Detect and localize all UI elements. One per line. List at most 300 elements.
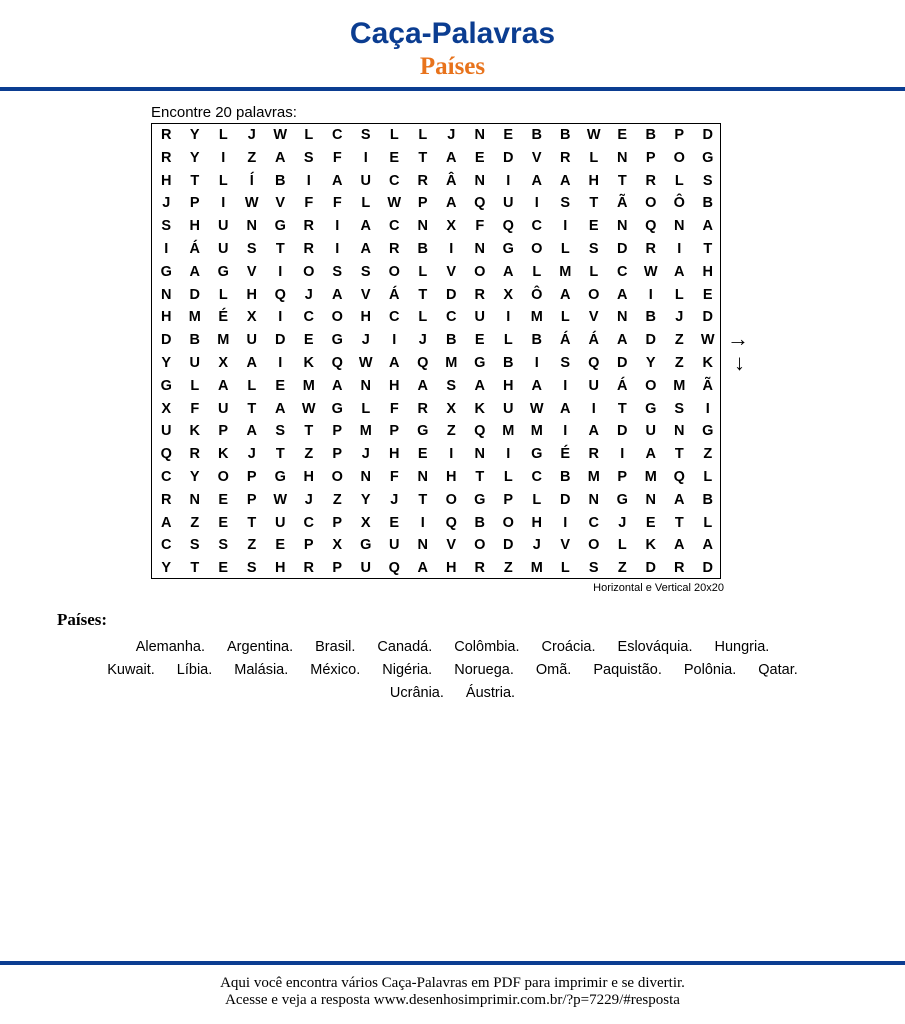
grid-letter: P bbox=[389, 423, 400, 440]
grid-letter: H bbox=[303, 469, 314, 485]
grid-letter: M bbox=[673, 377, 686, 394]
grid-letter: T bbox=[190, 560, 200, 577]
word-item: Eslováquia. bbox=[617, 639, 693, 655]
grid-letter: R bbox=[645, 241, 656, 257]
grid-letter: Z bbox=[446, 423, 456, 440]
grid-letter: A bbox=[588, 423, 599, 440]
grid-letter: O bbox=[474, 537, 486, 554]
grid-letter: Q bbox=[673, 469, 685, 485]
grid-letter: D bbox=[617, 241, 628, 257]
grid-letter: D bbox=[645, 560, 656, 577]
grid-letter: A bbox=[446, 149, 457, 166]
word-item: Colômbia. bbox=[454, 639, 520, 655]
grid-letter: V bbox=[446, 537, 457, 554]
grid-letter: Ã bbox=[617, 195, 628, 212]
grid-letter: Q bbox=[274, 286, 286, 303]
grid-letter: G bbox=[360, 537, 372, 554]
grid-letter: I bbox=[648, 286, 653, 303]
grid-letter: A bbox=[702, 537, 713, 554]
grid-letter: L bbox=[503, 469, 513, 485]
grid-letter: I bbox=[221, 195, 226, 212]
grid-letter: E bbox=[617, 127, 628, 143]
grid-letter: O bbox=[588, 537, 600, 554]
grid-letter: P bbox=[332, 446, 343, 463]
grid-letter: U bbox=[389, 537, 400, 554]
grid-letter: N bbox=[617, 149, 628, 166]
bottom-divider bbox=[0, 961, 905, 965]
grid-letter: S bbox=[360, 263, 371, 280]
grid-letter: G bbox=[160, 377, 172, 394]
grid-letter: T bbox=[418, 491, 428, 508]
grid-letter: W bbox=[643, 263, 658, 280]
grid-letter: U bbox=[360, 172, 371, 189]
grid-letter: T bbox=[190, 172, 200, 189]
grid-letter: O bbox=[445, 491, 457, 508]
grid-letter: D bbox=[702, 560, 713, 577]
grid-letter: C bbox=[531, 469, 542, 485]
word-item: Croácia. bbox=[541, 639, 596, 655]
grid-letter: B bbox=[189, 332, 200, 349]
grid-letter: B bbox=[275, 172, 286, 189]
grid-letter: P bbox=[246, 491, 257, 508]
footer-line-2: Acesse e veja a resposta www.desenhosimprimir.com.br/?p=7229/#resposta bbox=[225, 992, 680, 1008]
grid-letter: E bbox=[474, 332, 485, 349]
grid-letter: T bbox=[247, 514, 257, 531]
grid-letter: E bbox=[275, 537, 286, 554]
grid-letter: P bbox=[645, 149, 656, 166]
grid-letter: R bbox=[303, 218, 314, 235]
grid-letter: S bbox=[588, 241, 599, 257]
grid-letter: W bbox=[387, 195, 402, 212]
grid-letter: E bbox=[702, 286, 713, 303]
grid-letter: O bbox=[502, 514, 514, 531]
grid-letter: P bbox=[303, 537, 314, 554]
grid-letter: X bbox=[360, 514, 371, 531]
grid-letter: Q bbox=[417, 355, 429, 371]
grid-letter: T bbox=[674, 446, 684, 463]
grid-letter: H bbox=[275, 560, 286, 577]
grid-letter: B bbox=[645, 309, 656, 326]
grid-letter: Q bbox=[331, 355, 343, 371]
grid-letter: J bbox=[675, 309, 684, 326]
grid-letter: M bbox=[530, 560, 543, 577]
grid-letter: L bbox=[532, 263, 542, 280]
grid-letter: T bbox=[674, 514, 684, 531]
grid-letter: X bbox=[446, 400, 457, 417]
grid-letter: I bbox=[563, 377, 568, 394]
grid-letter: B bbox=[446, 332, 457, 349]
word-item: Argentina. bbox=[227, 639, 294, 655]
grid-letter: G bbox=[274, 469, 286, 485]
grid-letter: G bbox=[160, 263, 172, 280]
grid-letter: Z bbox=[674, 332, 684, 349]
grid-letter: U bbox=[503, 400, 514, 417]
grid-letter: A bbox=[674, 263, 685, 280]
grid-letter: W bbox=[529, 400, 544, 417]
grid-letter: J bbox=[247, 446, 256, 463]
grid-letter: S bbox=[588, 560, 599, 577]
grid-letter: U bbox=[474, 309, 485, 326]
grid-letter: O bbox=[303, 263, 315, 280]
grid-letter: U bbox=[360, 560, 371, 577]
word-item: Hungria. bbox=[714, 639, 770, 655]
grid-letter: R bbox=[588, 446, 599, 463]
grid-letter: C bbox=[161, 469, 172, 485]
grid-letter: J bbox=[361, 446, 370, 463]
grid-letter: C bbox=[588, 514, 599, 531]
arrow-right-icon: → bbox=[727, 326, 749, 351]
grid-letter: I bbox=[563, 218, 568, 235]
word-item: Omã. bbox=[535, 662, 572, 678]
grid-letter: H bbox=[702, 263, 713, 280]
grid-letter: L bbox=[389, 127, 399, 143]
grid-letter: T bbox=[418, 286, 428, 303]
grid-letter: A bbox=[560, 172, 571, 189]
grid-letter: W bbox=[301, 400, 316, 417]
grid-letter: X bbox=[246, 309, 257, 326]
grid-letter: Á bbox=[389, 286, 400, 303]
grid-letter: C bbox=[161, 537, 172, 554]
grid-letter: X bbox=[332, 537, 343, 554]
grid-letter: V bbox=[560, 537, 571, 554]
grid-letter: L bbox=[218, 172, 228, 189]
grid-letter: U bbox=[218, 400, 229, 417]
grid-letter: F bbox=[332, 149, 342, 166]
grid-letter: I bbox=[506, 309, 511, 326]
grid-letter: T bbox=[275, 241, 285, 257]
grid-letter: F bbox=[332, 195, 342, 212]
grid-letter: N bbox=[360, 377, 371, 394]
grid-letter: E bbox=[218, 560, 229, 577]
grid-letter: K bbox=[303, 355, 314, 371]
grid-letter: M bbox=[217, 332, 230, 349]
grid-letter: H bbox=[446, 469, 457, 485]
grid-letter: N bbox=[474, 241, 485, 257]
grid-letter: A bbox=[474, 377, 485, 394]
word-item: Canadá. bbox=[377, 639, 433, 655]
word-item: Nigéria. bbox=[382, 662, 433, 678]
grid-letter: A bbox=[189, 263, 200, 280]
grid-letter: U bbox=[161, 423, 172, 440]
grid-letter: H bbox=[503, 377, 514, 394]
grid-letter: Q bbox=[502, 218, 514, 235]
grid-letter: H bbox=[389, 377, 400, 394]
word-list-heading: Países: bbox=[57, 610, 108, 629]
grid-letter: N bbox=[246, 218, 257, 235]
grid-letter: Z bbox=[304, 446, 314, 463]
puzzle-instruction: Encontre 20 palavras: bbox=[151, 104, 297, 121]
grid-letter: O bbox=[645, 377, 657, 394]
grid-letter: I bbox=[534, 355, 539, 371]
grid-letter: E bbox=[275, 377, 286, 394]
grid-letter: M bbox=[188, 309, 201, 326]
grid-letter: M bbox=[587, 469, 600, 485]
grid-letter: A bbox=[360, 241, 371, 257]
grid-letter: N bbox=[645, 491, 656, 508]
word-item: Malásia. bbox=[234, 662, 289, 678]
grid-letter: N bbox=[161, 286, 172, 303]
grid-letter: I bbox=[335, 218, 340, 235]
grid-letter: E bbox=[389, 149, 400, 166]
grid-letter: R bbox=[417, 400, 428, 417]
grid-letter: B bbox=[503, 355, 514, 371]
grid-letter: W bbox=[244, 195, 259, 212]
grid-letter: L bbox=[190, 377, 200, 394]
grid-letter: Á bbox=[560, 332, 571, 349]
grid-letter: N bbox=[474, 446, 485, 463]
grid-letter: M bbox=[445, 355, 458, 371]
grid-letter: Q bbox=[160, 446, 172, 463]
grid-letter: C bbox=[389, 309, 400, 326]
grid-letter: O bbox=[673, 149, 685, 166]
grid-letter: K bbox=[474, 400, 485, 417]
grid-letter: N bbox=[474, 172, 485, 189]
grid-letter: D bbox=[560, 491, 571, 508]
grid-letter: R bbox=[161, 127, 172, 143]
grid-letter: Z bbox=[247, 537, 257, 554]
grid-letter: O bbox=[645, 195, 657, 212]
grid-letter: I bbox=[420, 514, 425, 531]
grid-letter: L bbox=[589, 149, 599, 166]
grid-letter: N bbox=[189, 491, 200, 508]
grid-letter: N bbox=[474, 127, 485, 143]
grid-letter: H bbox=[161, 172, 172, 189]
grid-letter: O bbox=[474, 263, 486, 280]
grid-letter: L bbox=[361, 195, 371, 212]
grid-letter: I bbox=[506, 446, 511, 463]
grid-letter: U bbox=[218, 218, 229, 235]
grid-letter: L bbox=[617, 537, 627, 554]
grid-letter: A bbox=[617, 286, 628, 303]
grid-letter: I bbox=[677, 241, 682, 257]
grid-letter: R bbox=[474, 560, 485, 577]
grid-letter: L bbox=[560, 309, 570, 326]
grid-letter: O bbox=[217, 469, 229, 485]
grid-letter: A bbox=[446, 195, 457, 212]
grid-letter: T bbox=[418, 149, 428, 166]
grid-letter: A bbox=[275, 400, 286, 417]
grid-letter: X bbox=[161, 400, 172, 417]
grid-letter: F bbox=[304, 195, 314, 212]
arrow-down-icon: ↓ bbox=[734, 350, 745, 375]
grid-letter: A bbox=[674, 491, 685, 508]
grid-letter: G bbox=[531, 446, 543, 463]
grid-letter: E bbox=[588, 218, 599, 235]
grid-letter: G bbox=[702, 149, 714, 166]
grid-letter: R bbox=[161, 491, 172, 508]
grid-letter: Y bbox=[189, 127, 200, 143]
grid-letter: B bbox=[531, 127, 542, 143]
word-item: Líbia. bbox=[176, 662, 213, 678]
grid-letter: I bbox=[278, 309, 283, 326]
grid-letter: P bbox=[617, 469, 628, 485]
grid-letter: N bbox=[360, 469, 371, 485]
grid-letter: H bbox=[389, 446, 400, 463]
grid-letter: R bbox=[161, 149, 172, 166]
grid-letter: J bbox=[447, 127, 456, 143]
grid-letter: S bbox=[360, 127, 371, 143]
grid-letter: N bbox=[674, 218, 685, 235]
grid-letter: O bbox=[388, 263, 400, 280]
grid-letter: G bbox=[217, 263, 229, 280]
page-title: Caça-Palavras bbox=[349, 17, 556, 50]
grid-letter: E bbox=[218, 514, 229, 531]
word-item: Noruega. bbox=[454, 662, 514, 678]
page-subtitle: Países bbox=[419, 53, 486, 80]
grid-letter: L bbox=[418, 263, 428, 280]
grid-letter: E bbox=[389, 514, 400, 531]
grid-letter: A bbox=[645, 446, 656, 463]
grid-letter: D bbox=[702, 127, 713, 143]
grid-letter: T bbox=[275, 446, 285, 463]
grid-letter: C bbox=[332, 127, 343, 143]
grid-letter: C bbox=[389, 218, 400, 235]
grid-letter: V bbox=[588, 309, 599, 326]
grid-letter: T bbox=[589, 195, 599, 212]
word-list bbox=[30, 636, 875, 705]
grid-letter: A bbox=[332, 286, 343, 303]
grid-letter: T bbox=[304, 423, 314, 440]
grid-letter: G bbox=[274, 218, 286, 235]
word-item: Alemanha. bbox=[135, 639, 206, 655]
grid-letter: É bbox=[218, 309, 229, 326]
grid-letter: J bbox=[618, 514, 627, 531]
grid-letter: S bbox=[275, 423, 286, 440]
grid-letter: C bbox=[303, 309, 314, 326]
grid-letter: O bbox=[331, 309, 343, 326]
grid-letter: A bbox=[332, 172, 343, 189]
grid-letter: J bbox=[361, 332, 370, 349]
grid-letter: R bbox=[674, 560, 685, 577]
grid-letter: Q bbox=[388, 560, 400, 577]
grid-letter: Ã bbox=[702, 377, 713, 394]
grid-letter: S bbox=[332, 263, 343, 280]
grid-letter: Q bbox=[588, 355, 600, 371]
grid-letter: A bbox=[332, 377, 343, 394]
grid-letter: L bbox=[703, 469, 713, 485]
grid-letter: L bbox=[674, 286, 684, 303]
grid-letter: D bbox=[645, 332, 656, 349]
grid-letter: Y bbox=[161, 560, 172, 577]
grid-letter: Ô bbox=[531, 286, 543, 303]
grid-letter: U bbox=[189, 355, 200, 371]
grid-letter: U bbox=[503, 195, 514, 212]
grid-letter: L bbox=[532, 491, 542, 508]
grid-letter: X bbox=[503, 286, 514, 303]
word-item: Polônia. bbox=[683, 662, 737, 678]
grid-letter: D bbox=[446, 286, 457, 303]
grid-letter: P bbox=[189, 195, 200, 212]
grid-letter: I bbox=[563, 514, 568, 531]
grid-letter: L bbox=[418, 309, 428, 326]
grid-letter: O bbox=[588, 286, 600, 303]
grid-letter: L bbox=[218, 127, 228, 143]
grid-letter: U bbox=[218, 241, 229, 257]
grid-letter: F bbox=[389, 469, 399, 485]
grid-letter: F bbox=[389, 400, 399, 417]
grid-letter: I bbox=[335, 241, 340, 257]
grid-letter: R bbox=[303, 241, 314, 257]
grid-letter: A bbox=[702, 218, 713, 235]
footer bbox=[0, 975, 905, 1009]
grid-letter: S bbox=[560, 195, 571, 212]
grid-letter: J bbox=[304, 491, 313, 508]
grid-letter: J bbox=[162, 195, 171, 212]
grid-letter: L bbox=[503, 332, 513, 349]
grid-letter: G bbox=[417, 423, 429, 440]
grid-letter: K bbox=[189, 423, 200, 440]
grid-letter: W bbox=[273, 491, 288, 508]
grid-letter: Â bbox=[446, 172, 457, 189]
grid-letter: H bbox=[189, 218, 200, 235]
grid-letter: U bbox=[645, 423, 656, 440]
grid-letter: A bbox=[674, 537, 685, 554]
grid-letter: P bbox=[332, 423, 343, 440]
grid-letter: B bbox=[560, 127, 571, 143]
grid-letter: E bbox=[303, 332, 314, 349]
grid-letter: Y bbox=[645, 355, 656, 371]
grid-letter: Y bbox=[360, 491, 371, 508]
grid-letter: A bbox=[360, 218, 371, 235]
grid-letter: L bbox=[703, 514, 713, 531]
grid-letter: S bbox=[446, 377, 457, 394]
grid-letter: E bbox=[417, 446, 428, 463]
grid-letter: P bbox=[417, 195, 428, 212]
grid-letter: G bbox=[616, 491, 628, 508]
word-item: Kuwait. bbox=[107, 662, 155, 678]
grid-letter: C bbox=[389, 172, 400, 189]
grid-letter: B bbox=[560, 469, 571, 485]
grid-letter: V bbox=[246, 263, 257, 280]
grid-letter: K bbox=[218, 446, 229, 463]
grid-letter: I bbox=[620, 446, 625, 463]
word-item: México. bbox=[310, 662, 361, 678]
grid-letter: N bbox=[617, 218, 628, 235]
grid-letter: Y bbox=[189, 469, 200, 485]
grid-letter: Q bbox=[474, 423, 486, 440]
grid-letter: Á bbox=[588, 332, 599, 349]
grid-letter: S bbox=[161, 218, 172, 235]
grid-letter: P bbox=[503, 491, 514, 508]
grid-letter: N bbox=[417, 537, 428, 554]
grid-letter: M bbox=[559, 263, 572, 280]
grid-letter: Á bbox=[189, 241, 200, 257]
grid-letter: H bbox=[446, 560, 457, 577]
grid-letter: Q bbox=[474, 195, 486, 212]
grid-letter: J bbox=[247, 127, 256, 143]
grid-letter: L bbox=[560, 560, 570, 577]
grid-letter: X bbox=[446, 218, 457, 235]
grid-letter: Y bbox=[189, 149, 200, 166]
grid-letter: S bbox=[246, 560, 257, 577]
grid-letter: S bbox=[218, 537, 229, 554]
grid-letter: E bbox=[474, 149, 485, 166]
grid-letter: L bbox=[361, 400, 371, 417]
grid-letter: W bbox=[700, 332, 715, 349]
grid-letter: E bbox=[218, 491, 229, 508]
grid-letter: C bbox=[617, 263, 628, 280]
grid-letter: V bbox=[531, 149, 542, 166]
grid-letter: B bbox=[645, 127, 656, 143]
grid-letter: D bbox=[617, 355, 628, 371]
grid-letter: N bbox=[617, 309, 628, 326]
grid-direction-note: Horizontal e Vertical 20x20 bbox=[593, 582, 724, 594]
grid-letter: B bbox=[417, 241, 428, 257]
grid-letter: T bbox=[617, 400, 627, 417]
grid-letter: D bbox=[161, 332, 172, 349]
word-item: Paquistão. bbox=[593, 662, 662, 678]
grid-letter: J bbox=[304, 286, 313, 303]
